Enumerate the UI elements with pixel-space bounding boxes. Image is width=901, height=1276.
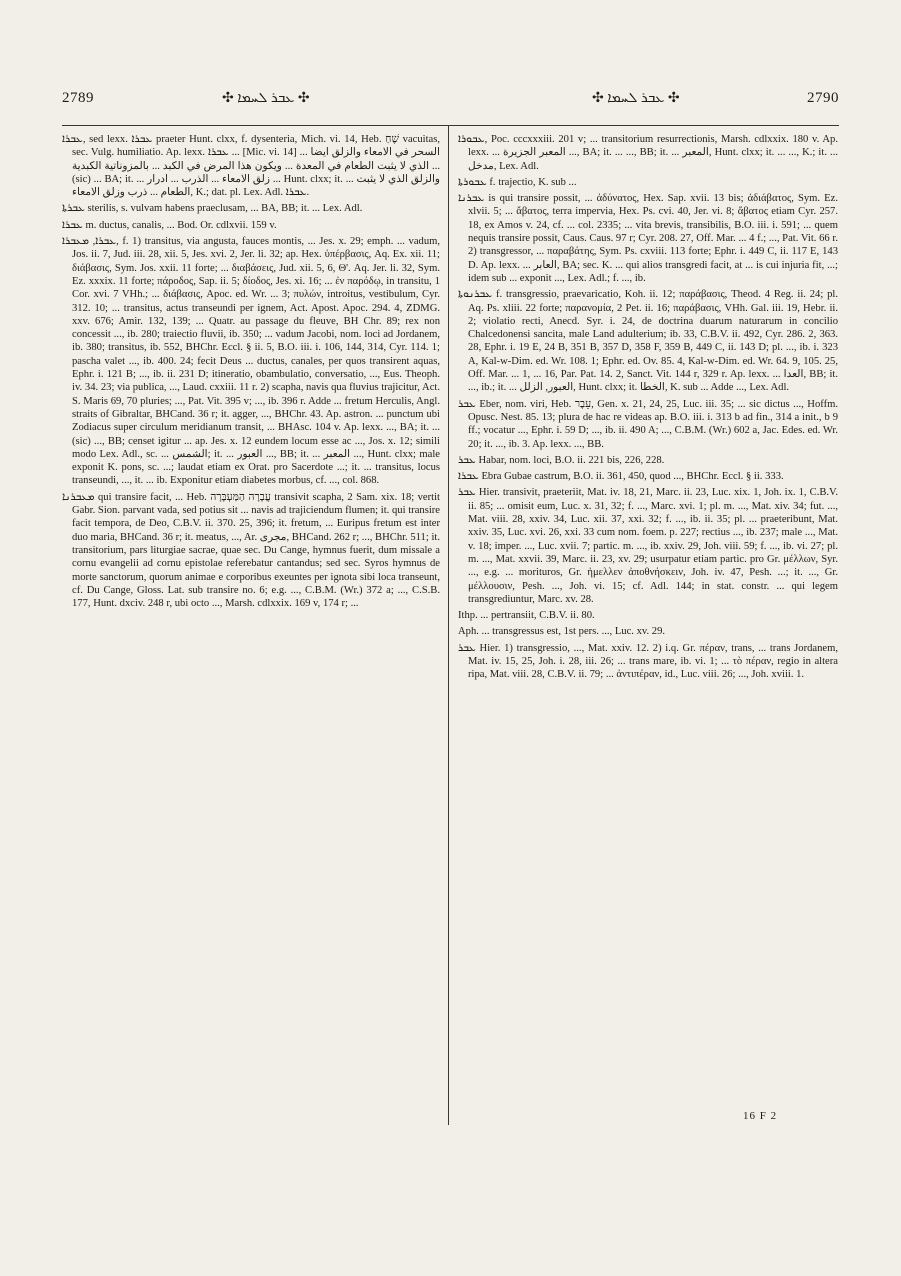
page-header — [62, 86, 839, 112]
page-number-right: 2790 — [807, 90, 839, 106]
entry-paragraph: ܥܒܪ Eber, nom. viri, Heb. עֵבֶר, Gen. x. 21, 24, 25, Luc. iii. 35; ... sic dictus ..., Hoffm. Opusc. Nest. 85. 13; plura de hac re videas ap. B.O. iii. i. 313 b ad fin., 314 a init., b 9 ff.; vocatur ..., Ephr. i. 59 D; ..., ib. ii. 490 A; ..., C.B.M. (Wr.) 602 a, Jac. Edes. ed. Wr. 20; it. ..., ib. 3. Ap. lexx. ..., BB. — [458, 398, 838, 450]
entry-paragraph: ܥܒܪܢܘܬܐ f. transgressio, praevaricatio, Koh. ii. 12; παράβασις, Theod. 4 Reg. ii. 24; pl. Aq. Ps. xliii. 22 forte; παρανομία, 2 Pet. ii. 16; παράβασις, VHh. Gal. iii. 19, Hebr. ii. 2; violatio recti, Anecd. Syr. i. 24, de doctrina duarum naturarum in concilio Chalcedonensi sancita, male Land adulterium; ib. 33, C.B.V. ii. 492, Cyr. 286. 2, 363. 28, Ephr. i. 19 E, 24 B, 351 B, 357 D, 358 F, 359 B, 449 C, ii. 143 D; pl. ..., ib. i. 323 A, Kal-w-Dim. ed. Wr. 108. 1; Ephr. ed. Ov. 85. 4, Kal-w-Dim. ed. Wr. 64. 9, 105. 25, Off. Mar. ... 1, ... 16, Par. Pat. 14. 2, Sanct. Vit. 144 r, 329 r. Ap. lexx. ... العدا, BB; it. ..., ib.; it. ... العبور, الزلل, Hunt. clxx; it. الخطا, K. sub ... Adde ..., Lex. Adl. — [458, 289, 838, 394]
entry-paragraph: ܥܒܘܪܐ, Poc. cccxxxiii. 201 v; ... transitorium resurrectionis, Marsh. cdlxxix. 180 v. Ap. lexx. ... المعبر الجزيرة ..., BA; it. ... ..., BB; it. ... المعبر, Hunt. clxx; it. ... ..., K.; it. ... مدخل, Lex. Adl. — [458, 134, 838, 172]
entry-paragraph: ܥܒܪܢܐ is qui transire possit, ... ἀδύνατος, Hex. Sap. xvii. 13 bis; ἀδιάβατος, Sym. Ez. xlvii. 5; ... ἄβατος, terra impervia, Hex. Ps. cvi. 40, Jer. vi. 8; ἄβατος etiam Cyr. 257. 18, ex Amos v. 24, cf. ... col. 2335; ... vita brevis, transibilis, B.O. iii. i. 591; ... quem nequis transire possit, Caus. Caus. 97 r; Cyr. 208. 27, Off. Mar. ... 4 f.; ..., Pat. Vit. 66 r. 2) transgressor, ... παραβάτης, Sym. Ps. cxviii. 113 forte; Ephr. i. 449 C, ii. 117 E, 143 D. Ap. lexx. ... العابر, BA; sec. K. ... qui alios transgredi facit, at ... is cui injuria fit, ...; idem sub ... exponit ..., Lex. Adl.; f. ..., ib. — [458, 193, 838, 284]
signature-mark: 16 F 2 — [743, 1110, 778, 1122]
entry-paragraph: ܥܒܪܐ m. ductus, canalis, ... Bod. Or. cdlxvii. 159 v. — [62, 219, 277, 231]
entry-paragraph: ܥܒܪܐ, ܡܥܒܪܐ, f. 1) transitus, via angusta, fauces montis, ... Jes. x. 29; emph. ... vadum, Jos. ii. 7, Jud. iii. 28, xii. 5, Jes. xvi. 2, Jer. li. 32; ap. Hex. ὑπέρβασις, Aq. Ex. xii. 11; διάβασις, Sym. Jos. xxii. 11 forte; ... διαβάσεις, Jud. xii. 5, 6, Θ'. Aq. Jer. li. 32, Sym. Ez. xxxix. 11 forte; πάροδος, Sap. ii. 5; δίοδος, Jes. xi. 16; ... ἐν παρόδῳ, in transitu, 1 Cor. xvi. 7 VHh.; ... διάβασις, Apoc. ed. Wr. ... 3; πυλών, introitus, vestibulum, Cyr. 312. 10; ... transitus, actus transeundi per ignem, Act. Apost. Apoc. 294. 4, ZDMG. xxv. 676; Amir. 132, 139; ... Quatr. au passage du fleuve, BH Chr. 89; rex non concessit ..., ib. 280; traiectio fluvii, ib. 350; ... vadum Jacobi, nom. loci ad Jordanem, ib. 380; transitus, ib. 552, BHChr. Eccl. § ii. 5, B.O. iii. i. 106, 144, 314, Cyr. 114. 1; pascha valet ..., ib. 400. 24; fecit Deus ... ductus, canales, per quos transirent aquas, Ephr. i. 121 B; ..., ib. ii. 231 D; itineratio, obambulatio, conversatio, ..., Eus. Theoph. iv. 34. 23; via publica, ..., Laud. cxxiii. 11 r. 2) scapha, navis qua fluvius trajicitur, Act. S. Maris 69, 70 pluries; ..., Pat. Vit. 395 v; ..., ib. 396 r. Adde ... fretum Herculis, Angl. straits of Gibraltar, BHCand. 36 r; it. agger, ..., BHChr. 43. Ap. astron. ... punctum ubi Zodiacus super circulum meridianum transit, ... BHAsc. 104 v. Ap. lexx. ..., BA; it. ... (sic) ..., BB; censet igitur ... ap. Jes. x. 12 eundem locum esse ac ..., Jos. x. 12; simili modo Lex. Adl., sc. ... الشمس; it. ... العبور ..., BB; it. ... المعبر ..., Hunt. clxx; male exponit K. pons, sc. ...; laudat etiam ex Orat. pro Sacerdote ...; it. ... transitus, locus transeundi, ..., it. ... ib. Exponitur etiam diabetes morbus, cf. ..., col. 868. — [62, 236, 440, 487]
running-head-right: ✣ ܥܒܪ ܠܚܡܐ ✣ — [592, 91, 680, 106]
entry-paragraph: ܥܒܘܪܬܐ f. trajectio, K. sub ... — [458, 176, 577, 188]
entry-paragraph: ܥܒܪܬܐ sterilis, s. vulvam habens praeclusam, ... BA, BB; it. ... Lex. Adl. — [62, 203, 363, 215]
right-column — [458, 133, 838, 1193]
entry-paragraph: ܥܒܪܐ, sed lexx. ܥܒܪܐ praeter Hunt. clxx, f. dysenteria, Mich. vi. 14, Heb. שֶׁחַ vacuitas, sec. Vulg. humiliatio. Ap. lexx. ܥܒܪܐ ... [Mic. vi. 14] ... السحر في الامعاء والزلق ايضا الذي لا يثبت الطعام في المعدة ... ويكون هذا المرض في الكبد ... بالمزوناتية الكبدية ... (sic) ... BA; it. ... زلق الامعاء ... الذرب ... ادرار ... Hunt. clxx; it. ... والزلق الذي لا يثبت الطعام ... ذرب وزلق الامعاء, K.; dat. pl. Lex. Adl. ܥܒܪܐ. — [62, 134, 440, 199]
entry-paragraph: Aph. ... transgressus est, 1st pers. ..., Luc. xv. 29. — [458, 626, 666, 638]
column-divider — [448, 125, 449, 1125]
left-column — [62, 133, 440, 1258]
entry-paragraph: ܥܒܪ Hier. transivit, praeteriit, Mat. iv. 18, 21, Marc. ii. 23, Luc. xix. 1, Joh. ix. 1, C.B.V. ii. 85; ... omisit eum, Luc. x. 31, 32; f. ..., Marc. xvi. 1; pl. m. ..., Mat. xiv. 34; fut. ..., Mat. viii. 28, xxiv. 34, Luc. xii. 37, xxi. 32; f. ..., ib. ii. 35; pl. ... praeteribunt, Mat. xxiv. 35, Luc. xvi. 26, xxi. 33 cum nom. foem. p. 227; rectius ..., ib. 237; male ..., Mat. v. 18; imper. ..., Luc. xvii. 7; partic. m. ..., ib. xxiv. 29, Joh. viii. 59; f. ..., ib. vi. 27; pl. m. ..., Mat. xxvii. 39, Marc. ii. 23, xv. 29; usurpatur etiam partic. pro Gr. μέλλων, Syr. ..., e.g. ... morituros, Gr. ἠμελλεν ἀποθνήσκειν, Joh. iv. 47, Pesh. ...; it. ..., Gr. μέλλουσιν, Pesh. ..., Joh. vi. 15; cf. Adl. 144; in stat. constr. ... qui legem transgrediuntur, Marc. xv. 28. — [458, 487, 838, 605]
entry-paragraph: ܥܒܪ Habar, nom. loci, B.O. ii. 221 bis, 226, 228. — [458, 454, 665, 466]
entry-paragraph: ܥܒܪܐ Ebra Gubae castrum, B.O. ii. 361, 450, quod ..., BHChr. Eccl. § ii. 333. — [458, 471, 784, 483]
entry-paragraph: ܡܥܒܪܢܐ qui transire facit, ... Heb. עֲבָרָה הַמַּעְבָּרָה transivit scapha, 2 Sam. xix. 18; vertit Gabr. Sion. parvant vada, sed potius sit ... navis ad trajiciendum flumen; it. qui transire facit tempora, de Deo, C.B.V. ii. 370. 25, 396; it. fretum, ... Euripus fretum est inter duo maria, BHCand. 36 r; it. meatus, ..., Ar. مجرى, BHCand. 262 r; ..., BHChr. 511; it. transitorium, pars liturgiae sacrae, quae sec. Du Cange, hymnus fuerit, dum missale a cornu evangelii ad cornu epistolae referebatur cantandus; sed sec. Syros hymnus de morte sanctorum, quorum animae e corporibus exeuntes per ignota sibi loca transeunt, cf. Du Cange, Gloss. Lat. sub transire no. 6; e.g. ..., C.B.M. (Wr.) 372 a; ..., C.S.B. 177, Hunt. dxciv. 248 r, ubi octo ..., Marsh. cdlxxix. 169 v, 174 r; ... — [62, 491, 440, 610]
entry-paragraph: ܥܒܪ Hier. 1) transgressio, ..., Mat. xxiv. 12. 2) i.q. Gr. πέραν, trans, ... trans Jordanem, Mat. iv. 15, 25, Joh. i. 28, iii. 26; ... trans mare, ib. vi. 1; ... τὸ πέραν, regio in altera ripa, Mat. viii. 28, C.B.V. ii. 79; ... ἀντιπέραν, id., Luc. viii. 26; ..., Joh. xviii. 1. — [458, 642, 838, 681]
header-rule — [62, 125, 839, 126]
page-number-left: 2789 — [62, 90, 94, 106]
entry-paragraph: Ithp. ... pertransiit, C.B.V. ii. 80. — [458, 610, 595, 622]
running-head-left: ✣ ܥܒܪ ܠܚܡܐ ✣ — [222, 91, 310, 106]
